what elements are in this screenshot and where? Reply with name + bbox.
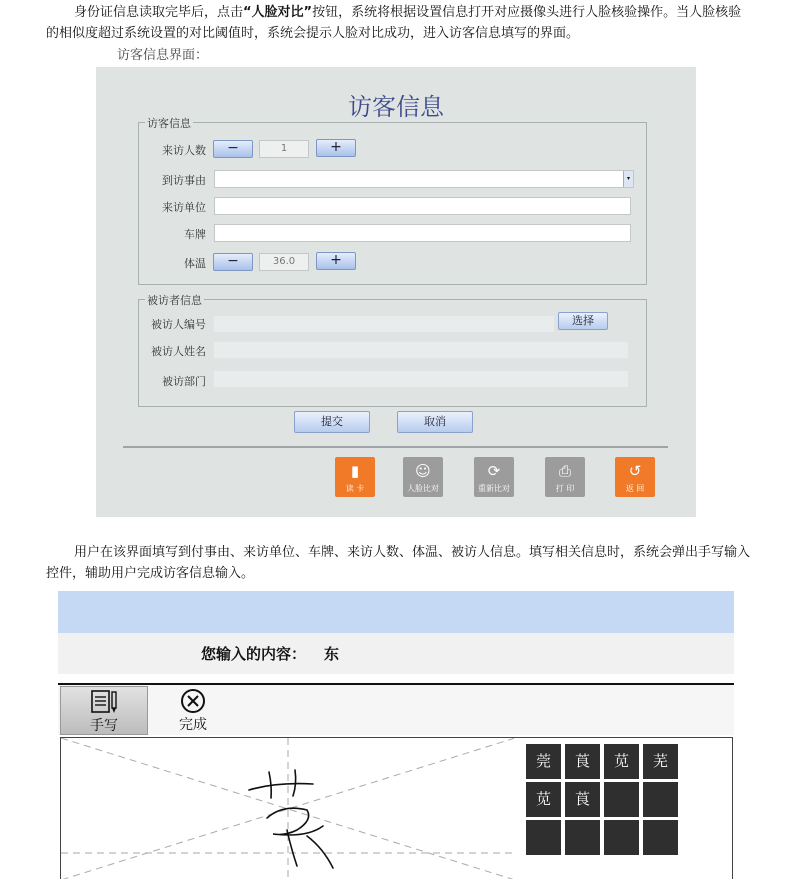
- back-button[interactable]: [615, 457, 655, 497]
- para1-bold-term: “人脸对比”: [243, 5, 313, 20]
- handwriting-canvas[interactable]: [60, 737, 516, 879]
- candidate-char[interactable]: 苋: [604, 744, 639, 779]
- done-label: 完成: [179, 717, 207, 733]
- handwriting-paragraph: 用户在该界面填写到付事由、来访单位、车牌、来访人数、体温、被访人信息。填写相关信息时，系统会弹出手写输入控件，辅助用户完成访客信息输入。: [46, 545, 751, 581]
- count-minus-button[interactable]: −: [213, 140, 253, 158]
- print-label: 打 印: [555, 484, 575, 493]
- para1-text-end: 按钮，系统将根据设置信息打开对应摄像头进行人脸核验操作。当人脸核验的相似度超过系统设置的对比阈值时，系统会提示人脸对比成功，进入访客信息填写的界面。: [46, 5, 742, 41]
- visit-count-label: 来访人数: [162, 144, 206, 157]
- host-group-label: 被访者信息: [147, 294, 202, 307]
- form-title: 访客信息: [348, 93, 444, 121]
- candidate-panel: [514, 737, 733, 879]
- submit-button[interactable]: 提交: [294, 411, 370, 433]
- intro-paragraph: [46, 2, 751, 44]
- visit-reason-label: 到访事由: [162, 174, 206, 187]
- temp-plus-button[interactable]: +: [316, 252, 356, 270]
- candidate-empty[interactable]: [643, 820, 678, 855]
- chevron-down-icon[interactable]: ▾: [623, 171, 633, 187]
- face-icon: ☺: [415, 462, 431, 480]
- input-preview-value: 东: [324, 645, 340, 663]
- count-plus-button[interactable]: +: [316, 139, 356, 157]
- face-compare-label: 人脸比对: [407, 484, 439, 493]
- temp-minus-button[interactable]: −: [213, 253, 253, 271]
- printer-icon: ⎙: [558, 462, 571, 480]
- visit-unit-label: 来访单位: [162, 201, 206, 214]
- candidate-empty[interactable]: [604, 782, 639, 817]
- back-label: 返 回: [625, 484, 645, 493]
- input-preview-label: 您输入的内容：: [201, 645, 307, 663]
- host-name-label: 被访人姓名: [151, 345, 206, 358]
- host-dept-label: 被访部门: [162, 375, 206, 388]
- para1-text-start: 身份证信息读取完毕后，点击: [74, 5, 244, 20]
- visitor-group-label: 访客信息: [147, 117, 191, 130]
- candidate-char[interactable]: 莨: [565, 744, 600, 779]
- print-button[interactable]: [545, 457, 585, 497]
- candidate-char[interactable]: 莞: [526, 744, 561, 779]
- notepad-pen-icon: [89, 689, 119, 715]
- refresh-icon: ⟳: [487, 462, 501, 480]
- read-card-button[interactable]: [335, 457, 375, 497]
- card-icon: ▮: [350, 462, 360, 480]
- handwriting-screenshot: [58, 591, 734, 879]
- candidate-char[interactable]: 芜: [643, 744, 678, 779]
- visitor-info-screenshot: [96, 67, 696, 517]
- tab-handwriting[interactable]: [60, 686, 148, 735]
- host-name-field: [213, 341, 629, 359]
- visit-count-field[interactable]: 1: [259, 140, 309, 158]
- temperature-label: 体温: [184, 257, 206, 270]
- host-dept-field: [213, 370, 629, 388]
- host-id-field: [213, 315, 555, 333]
- back-icon: ↺: [628, 462, 642, 480]
- done-button[interactable]: [170, 686, 216, 733]
- select-host-button[interactable]: 选择: [558, 312, 608, 330]
- handwriting-header: [58, 591, 734, 633]
- handwriting-strokes: [61, 738, 515, 879]
- handwriting-toolbar: [58, 685, 734, 735]
- toolbar-divider: [123, 446, 668, 448]
- cancel-button[interactable]: 取消: [397, 411, 473, 433]
- tab-handwriting-label: 手写: [90, 718, 118, 734]
- visit-unit-input[interactable]: [214, 197, 631, 215]
- recompare-label: 重新比对: [478, 484, 510, 493]
- recompare-button[interactable]: [474, 457, 514, 497]
- plate-label: 车牌: [184, 228, 206, 241]
- read-card-label: 读 卡: [345, 484, 365, 493]
- close-circle-icon: [179, 688, 207, 714]
- figure-caption: 访客信息界面：: [117, 48, 209, 63]
- input-preview-bar: [58, 633, 734, 674]
- candidate-empty[interactable]: [526, 820, 561, 855]
- temperature-field[interactable]: 36.0: [259, 253, 309, 271]
- candidate-empty[interactable]: [643, 782, 678, 817]
- candidate-empty[interactable]: [565, 820, 600, 855]
- plate-input[interactable]: [214, 224, 631, 242]
- face-compare-button[interactable]: [403, 457, 443, 497]
- candidate-char[interactable]: 苋: [526, 782, 561, 817]
- host-id-label: 被访人编号: [151, 318, 206, 331]
- candidate-char[interactable]: 莨: [565, 782, 600, 817]
- visit-reason-dropdown[interactable]: [214, 170, 634, 188]
- candidate-empty[interactable]: [604, 820, 639, 855]
